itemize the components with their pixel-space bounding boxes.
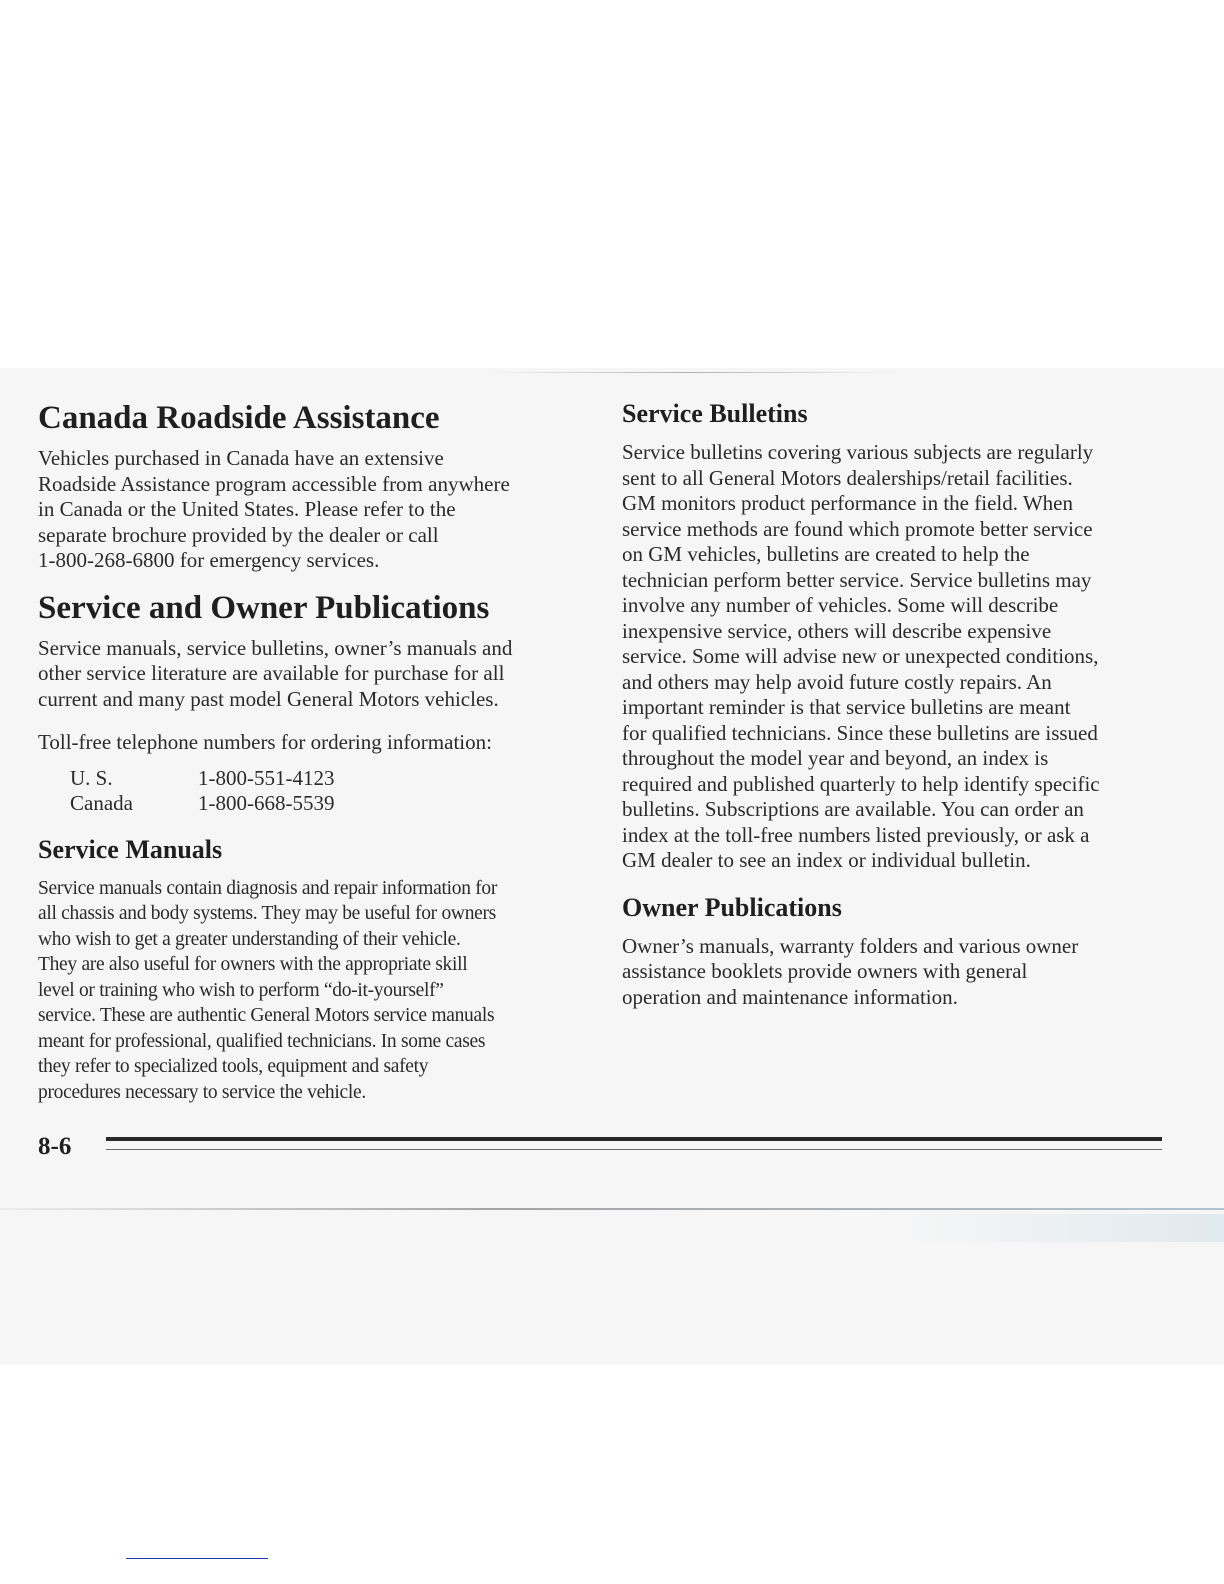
page-number: 8-6 bbox=[38, 1133, 72, 1160]
text-line: procedures necessary to service the vehicle. bbox=[38, 1081, 366, 1103]
text-line: index at the toll-free numbers listed previously, or ask a bbox=[622, 822, 1090, 847]
canada-roadside-section bbox=[38, 398, 583, 574]
phone-country: U. S. bbox=[70, 765, 113, 790]
text-line: GM monitors product performance in the field. When bbox=[622, 491, 1073, 515]
owner-publications-text bbox=[622, 934, 1182, 1011]
service-bulletins-section bbox=[622, 398, 1182, 874]
text-line: technician perform better service. Service bulletins may bbox=[622, 567, 1092, 592]
text-line: who wish to get a greater understanding of their vehicle. bbox=[38, 928, 461, 950]
text-line: bulletins. Subscriptions are available. You can order an bbox=[622, 797, 1084, 821]
text-line: operation and maintenance information. bbox=[622, 984, 958, 1009]
link-underline[interactable] bbox=[126, 1558, 268, 1559]
service-owner-publications-heading: Service and Owner Publications bbox=[38, 589, 490, 626]
phone-row bbox=[70, 766, 583, 791]
service-bulletins-heading: Service Bulletins bbox=[622, 399, 808, 428]
right-column bbox=[622, 398, 1182, 1010]
scan-bottom-tint bbox=[900, 1214, 1224, 1242]
owner-publications-section bbox=[622, 892, 1182, 1011]
text-line: Owner’s manuals, warranty folders and various owner bbox=[622, 933, 1079, 958]
text-line: Roadside Assistance program accessible from anywhere bbox=[38, 471, 510, 496]
text-line: throughout the model year and beyond, an index is bbox=[622, 746, 1049, 770]
text-line: inexpensive service, others will describe expensive bbox=[622, 618, 1052, 643]
phone-number-text: 1-800-268-6800 for emergency services. bbox=[38, 548, 380, 572]
canada-roadside-text bbox=[38, 446, 583, 574]
service-owner-publications-section bbox=[38, 588, 583, 816]
phone-row bbox=[70, 791, 583, 816]
phone-number: 1-800-668-5539 bbox=[198, 790, 335, 815]
footer-rule bbox=[106, 1137, 1162, 1150]
phone-table bbox=[70, 766, 583, 816]
scan-top-edge bbox=[480, 372, 900, 373]
text-line: Service manuals, service bulletins, owner’s manuals and bbox=[38, 635, 513, 660]
phone-country: Canada bbox=[70, 790, 133, 815]
text-line: and others may help avoid future costly repairs. An bbox=[622, 669, 1052, 694]
text-line: Service manuals contain diagnosis and repair information for bbox=[38, 877, 498, 899]
tollfree-intro: Toll-free telephone numbers for ordering information: bbox=[38, 730, 492, 754]
service-manuals-heading: Service Manuals bbox=[38, 834, 223, 864]
service-manuals-section bbox=[38, 834, 583, 1106]
text-line: They are also useful for owners with the appropriate skill bbox=[38, 954, 468, 975]
text-line: service methods are found which promote better service bbox=[622, 516, 1093, 541]
text-line: current and many past model General Motors vehicles. bbox=[38, 686, 499, 711]
text-line: separate brochure provided by the dealer or call bbox=[38, 522, 439, 547]
service-manuals-text bbox=[38, 876, 583, 1106]
owner-publications-heading: Owner Publications bbox=[622, 892, 842, 922]
text-line: service. Some will advise new or unexpected conditions, bbox=[622, 644, 1099, 668]
text-line: level or training who wish to perform “do-it-yourself” bbox=[38, 979, 444, 1001]
service-owner-publications-text bbox=[38, 636, 583, 713]
text-line: GM dealer to see an index or individual bulletin. bbox=[622, 848, 1031, 872]
text-line: all chassis and body systems. They may be useful for owners bbox=[38, 903, 496, 924]
text-line: Service bulletins covering various subjects are regularly bbox=[622, 440, 1094, 464]
text-line: meant for professional, qualified technicians. In some cases bbox=[38, 1030, 486, 1052]
left-column bbox=[38, 398, 583, 1105]
text-line: other service literature are available for purchase for all bbox=[38, 661, 505, 685]
service-bulletins-text bbox=[622, 440, 1182, 874]
text-line: they refer to specialized tools, equipment and safety bbox=[38, 1056, 429, 1077]
scan-bottom-edge bbox=[0, 1208, 1224, 1210]
text-line: for qualified technicians. Since these bulletins are issued bbox=[622, 720, 1098, 745]
canada-roadside-heading: Canada Roadside Assistance bbox=[38, 400, 440, 436]
text-line: sent to all General Motors dealerships/retail facilities. bbox=[622, 465, 1073, 490]
text-line: service. These are authentic General Motors service manuals bbox=[38, 1005, 495, 1026]
text-line: in Canada or the United States. Please refer to the bbox=[38, 497, 456, 521]
text-line: involve any number of vehicles. Some will describe bbox=[622, 593, 1059, 617]
text-line: Vehicles purchased in Canada have an extensive bbox=[38, 446, 444, 470]
phone-number: 1-800-551-4123 bbox=[198, 765, 335, 790]
text-line: important reminder is that service bulletins are meant bbox=[622, 695, 1071, 719]
text-line: on GM vehicles, bulletins are created to help the bbox=[622, 542, 1030, 566]
text-line: assistance booklets provide owners with general bbox=[622, 959, 1028, 983]
text-line: required and published quarterly to help identify specific bbox=[622, 771, 1100, 796]
page-footer bbox=[38, 1132, 1162, 1162]
